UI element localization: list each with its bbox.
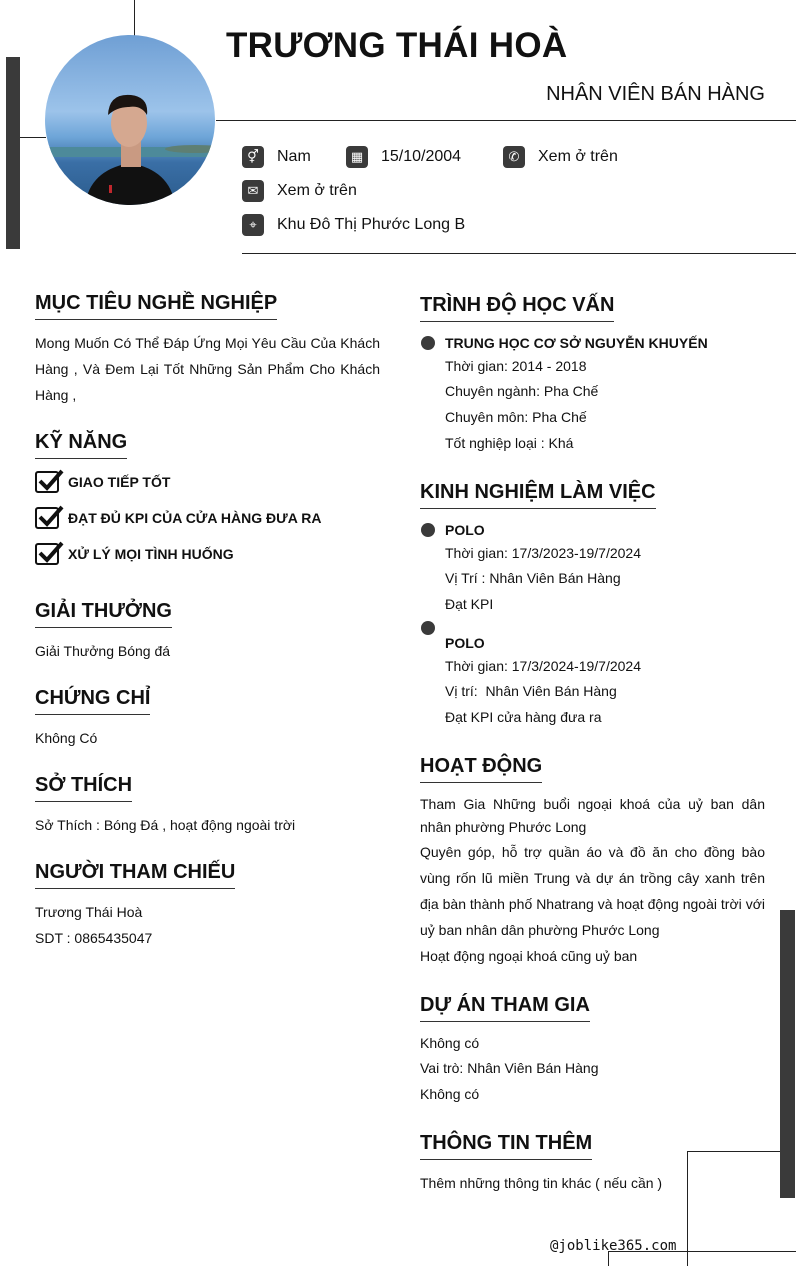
education-title: TRÌNH ĐỘ HỌC VẤN [420, 294, 614, 322]
birthday-info [346, 146, 461, 168]
certificates-title: CHỨNG CHỈ [35, 687, 150, 715]
activities-title: HOẠT ĐỘNG [420, 755, 542, 783]
corner-box-left [687, 1151, 688, 1266]
calendar-icon: ▦ [346, 146, 368, 168]
birthday-value: 15/10/2004 [381, 148, 462, 165]
activities-line-3: Hoạt động ngoại khoá cũng uỷ ban [420, 948, 638, 964]
skill-label: ĐẠT ĐỦ KPI CỦA CỬA HÀNG ĐƯA RA [68, 510, 322, 526]
checkbox-icon [35, 543, 59, 565]
experience-title: KINH NGHIỆM LÀM VIỆC [420, 481, 656, 509]
education-grade: Tốt nghiệp loại : Khá [445, 435, 574, 451]
timeline-dot [421, 621, 435, 635]
phone-value: Xem ở trên [538, 148, 618, 165]
avatar-connector-line [20, 137, 46, 138]
skills-title: KỸ NĂNG [35, 431, 127, 459]
job-title: NHÂN VIÊN BÁN HÀNG [546, 83, 765, 105]
hobbies-title: SỞ THÍCH [35, 774, 132, 802]
education-major: Chuyên ngành: Pha Chế [445, 383, 599, 399]
left-accent-bar [6, 57, 20, 249]
job-position: Vị Trí : Nhân Viên Bán Hàng [445, 570, 621, 586]
skill-label: GIAO TIẾP TỐT [68, 474, 171, 490]
address-value: Khu Đô Thị Phước Long B [277, 216, 466, 233]
mail-icon: ✉ [242, 180, 264, 202]
projects-line-1: Không có [420, 1035, 480, 1051]
certificates-text: Không Có [35, 730, 98, 746]
reference-phone: SDT : 0865435047 [35, 930, 153, 946]
email-info [242, 180, 357, 202]
job-time: Thời gian: 17/3/2023-19/7/2024 [445, 545, 641, 561]
company-name: POLO [445, 635, 485, 651]
education-subject: Chuyên môn: Pha Chế [445, 409, 587, 425]
company-name: POLO [445, 522, 485, 538]
location-icon: ⌖ [242, 214, 264, 236]
job-result: Đạt KPI cửa hàng đưa ra [445, 709, 602, 725]
timeline-dot [421, 523, 435, 537]
hobbies-text: Sở Thích : Bóng Đá , hoạt động ngoài trời [35, 817, 296, 833]
job-result: Đạt KPI [445, 596, 494, 612]
projects-line-2: Vai trò: Nhân Viên Bán Hàng [420, 1060, 599, 1076]
corner-box-top [687, 1151, 780, 1152]
watermark: @joblike365.com [550, 1238, 677, 1254]
email-value: Xem ở trên [277, 182, 357, 199]
phone-icon: ✆ [503, 146, 525, 168]
phone-info [503, 146, 618, 168]
projects-title: DỰ ÁN THAM GIA [420, 994, 590, 1022]
objective-text: Mong Muốn Có Thể Đáp Ứng Mọi Yêu Cầu Của Khách Hàng , Và Đem Lại Tốt Những Sản Phẩm Cho Khách Hàng , [35, 335, 380, 403]
gender-info [242, 146, 311, 168]
references-title: NGƯỜI THAM CHIẾU [35, 861, 235, 889]
awards-text: Giải Thưởng Bóng đá [35, 643, 171, 659]
candidate-name: TRƯƠNG THÁI HOÀ [226, 26, 568, 65]
job-time: Thời gian: 17/3/2024-19/7/2024 [445, 658, 641, 674]
job-position: Vị trí: Nhân Viên Bán Hàng [445, 683, 617, 699]
activities-line-2: Quyên góp, hỗ trợ quần áo và đồ ăn cho đồng bào vùng rốn lũ miền Trung và dự án trồng cây xanh trên địa bàn thành phố Nhatrang và hoạt động ngoài trời với uỷ ban nhân dân phường Phước Long [420, 844, 765, 938]
avatar-portrait [45, 35, 215, 205]
school-name: TRUNG HỌC CƠ SỞ NGUYỄN KHUYẾN [445, 335, 708, 351]
right-accent-bar [780, 910, 795, 1198]
awards-title: GIẢI THƯỞNG [35, 600, 172, 628]
timeline-dot [421, 336, 435, 350]
projects-line-3: Không có [420, 1086, 480, 1102]
education-time: Thời gian: 2014 - 2018 [445, 358, 587, 374]
info-divider [242, 253, 796, 254]
objective-title: MỤC TIÊU NGHỀ NGHIỆP [35, 292, 277, 320]
gender-value: Nam [277, 148, 311, 165]
skill-item [35, 543, 234, 565]
avatar [45, 35, 215, 205]
skill-item [35, 471, 170, 493]
checkbox-icon [35, 471, 59, 493]
header-divider [216, 120, 796, 121]
activities-line-1: Tham Gia Những buổi ngoại khoá của uỷ ban dân nhân phường Phước Long [420, 796, 765, 835]
extra-text: Thêm những thông tin khác ( nếu cần ) [420, 1175, 663, 1191]
checkbox-icon [35, 507, 59, 529]
skill-item [35, 507, 321, 529]
reference-name: Trương Thái Hoà [35, 904, 143, 920]
extra-title: THÔNG TIN THÊM [420, 1132, 592, 1160]
skill-label: XỬ LÝ MỌI TÌNH HUỐNG [68, 546, 234, 562]
gender-icon: ⚥ [242, 146, 264, 168]
address-info [242, 214, 465, 236]
top-connector-line [134, 0, 135, 36]
